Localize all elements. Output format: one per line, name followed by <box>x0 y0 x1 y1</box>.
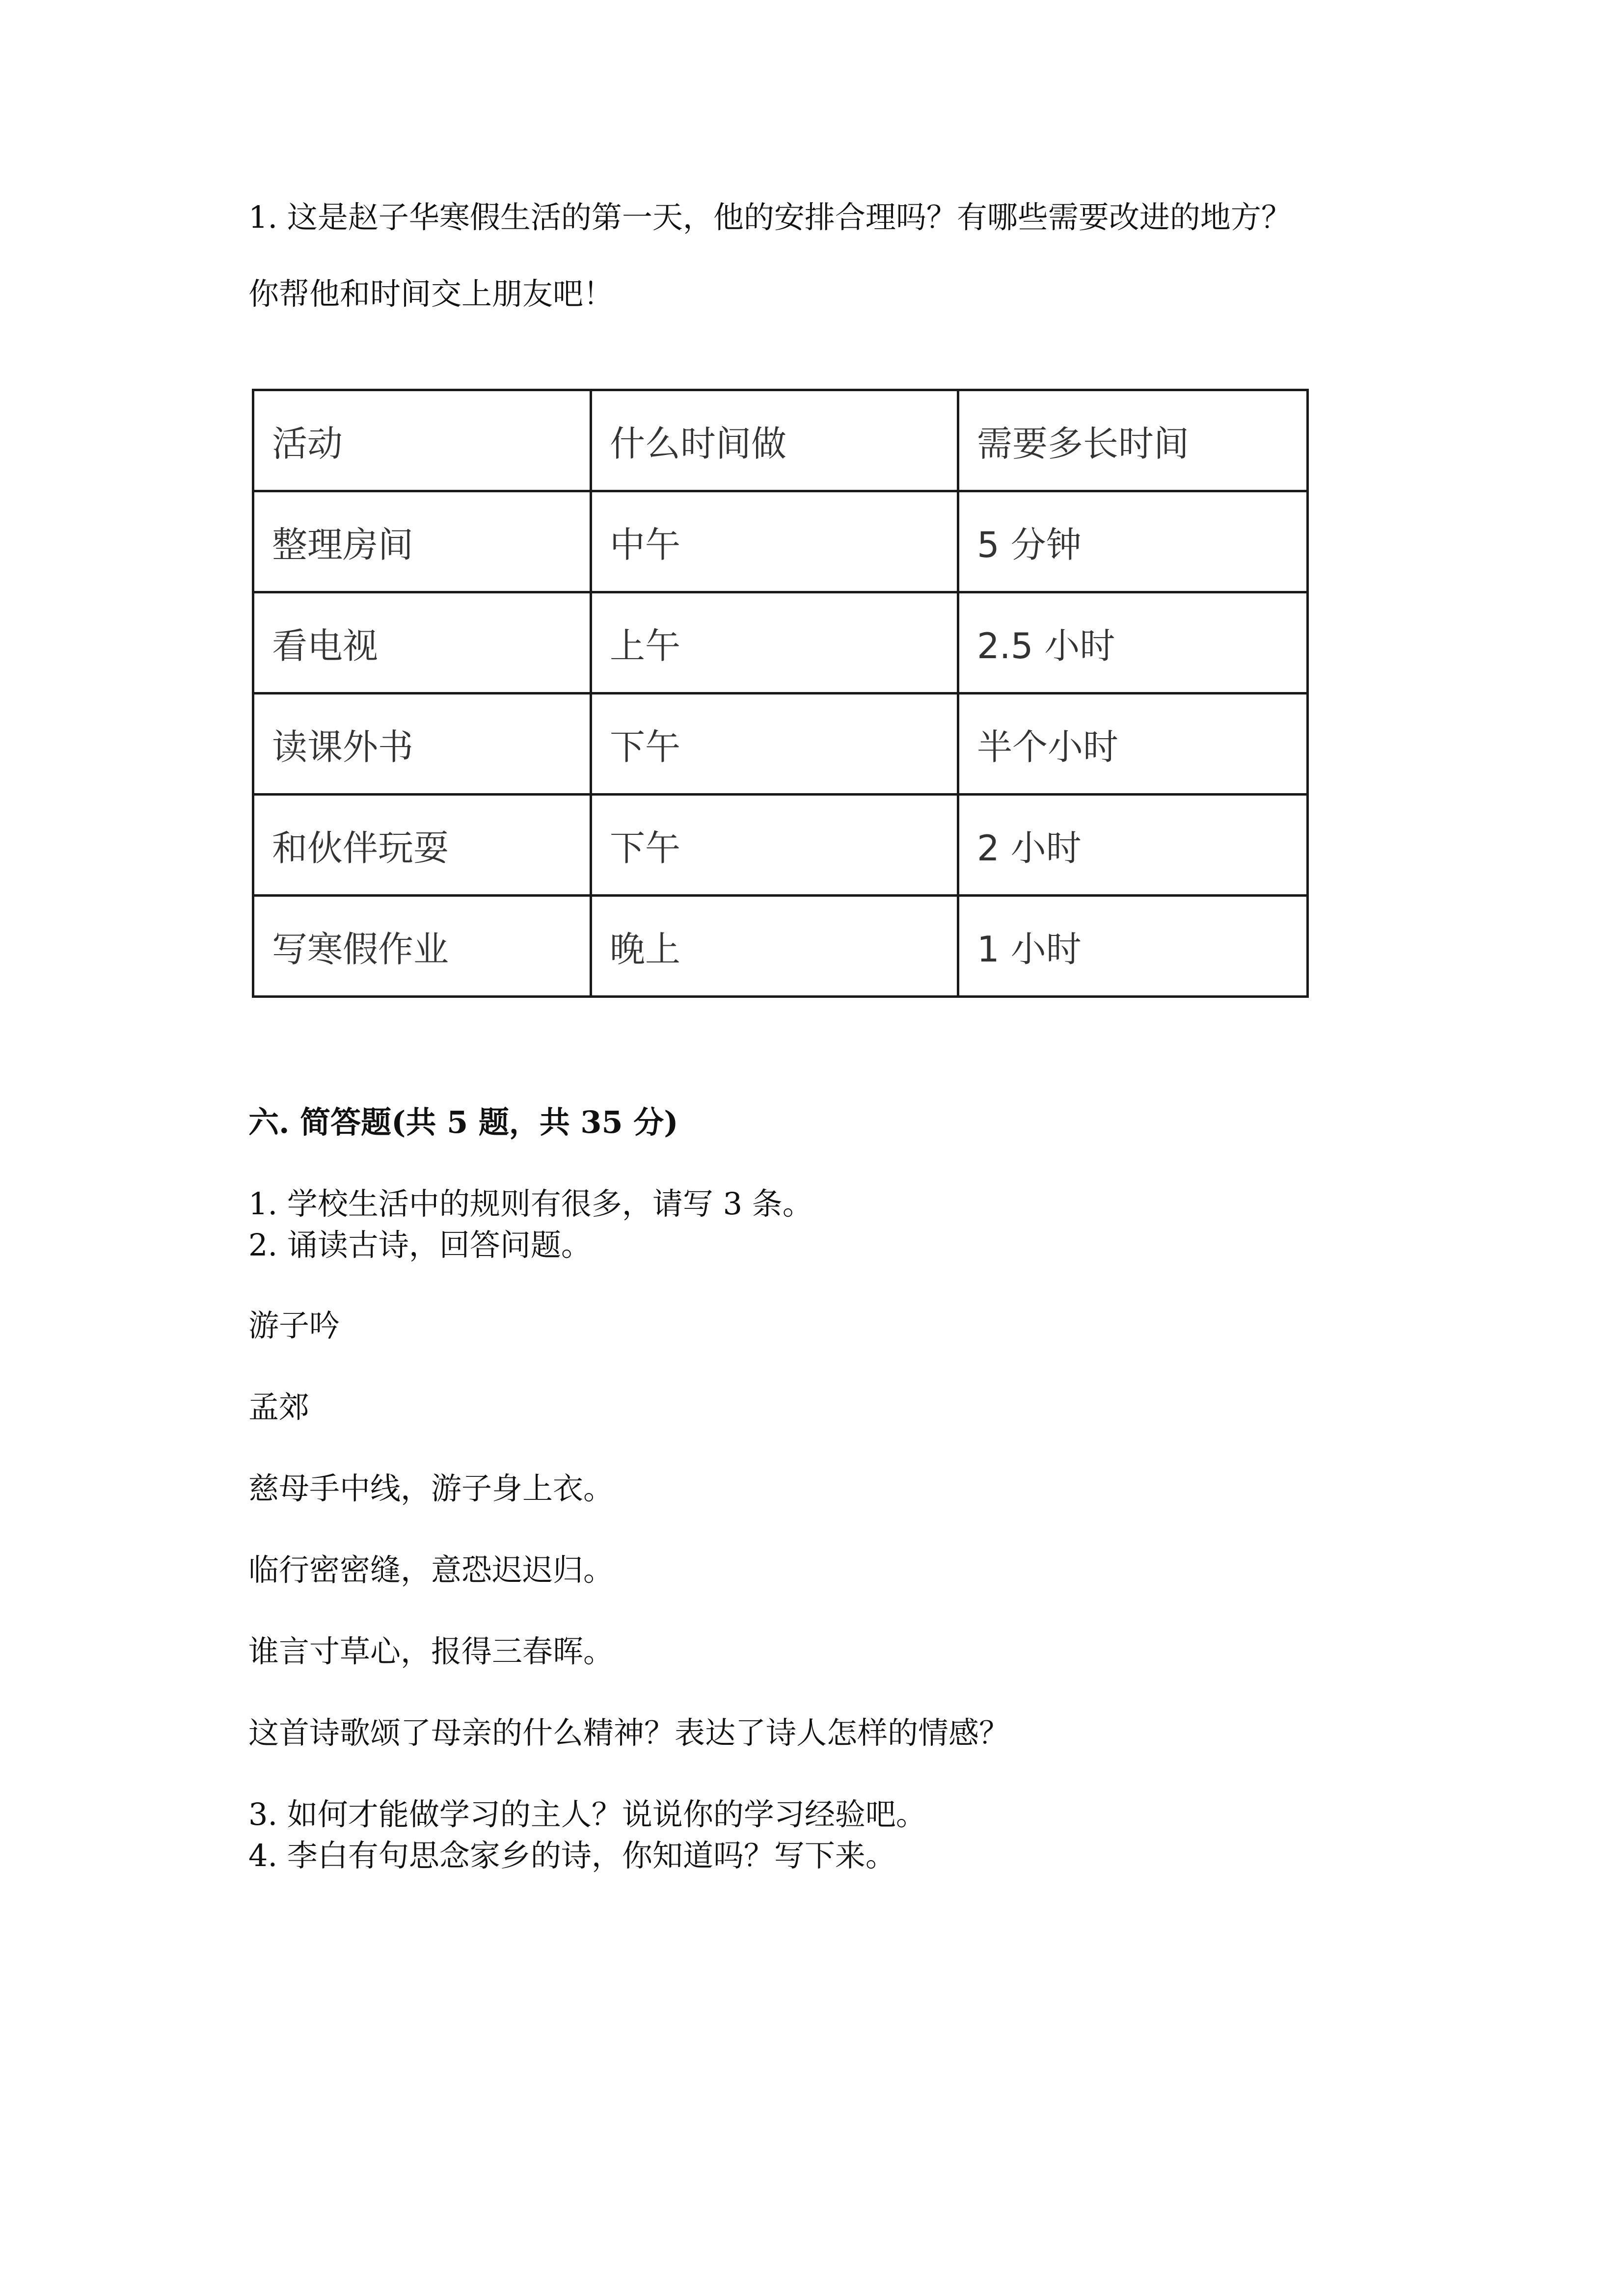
time-cell: 下午 <box>591 694 958 795</box>
short-answer-q1: 1. 学校生活中的规则有很多，请写 3 条。 <box>248 1186 813 1222</box>
poem-line: 临行密密缝，意恐迟迟归。 <box>248 1552 614 1588</box>
duration-cell: 2.5 小时 <box>958 592 1308 694</box>
question-1-line-2: 你帮他和时间交上朋友吧！ <box>248 276 614 312</box>
table-header-row <box>253 390 1308 491</box>
duration-cell: 2 小时 <box>958 795 1308 896</box>
poem-line: 慈母手中线，游子身上衣。 <box>248 1470 614 1506</box>
activity-cell: 读课外书 <box>253 694 591 795</box>
activity-cell: 和伙伴玩耍 <box>253 795 591 896</box>
duration-cell: 半个小时 <box>958 694 1308 795</box>
time-cell: 中午 <box>591 491 958 592</box>
short-answer-q2: 2. 诵读古诗，回答问题。 <box>248 1227 592 1263</box>
section-6-heading: 六. 简答题(共 5 题，共 35 分) <box>248 1104 678 1140</box>
duration-cell: 1 小时 <box>958 896 1308 997</box>
header-cell-duration: 需要多长时间 <box>958 390 1308 491</box>
table-row <box>253 491 1308 592</box>
short-answer-q3: 3. 如何才能做学习的主人？说说你的学习经验吧。 <box>248 1796 926 1832</box>
header-cell-time: 什么时间做 <box>591 390 958 491</box>
table-row <box>253 795 1308 896</box>
poem-author: 孟郊 <box>248 1389 310 1425</box>
activity-cell: 写寒假作业 <box>253 896 591 997</box>
schedule-table <box>252 389 1309 998</box>
poem-question: 这首诗歌颂了母亲的什么精神？表达了诗人怎样的情感？ <box>248 1715 1010 1751</box>
activity-cell: 整理房间 <box>253 491 591 592</box>
short-answer-q4: 4. 李白有句思念家乡的诗，你知道吗？写下来。 <box>248 1838 896 1873</box>
time-cell: 上午 <box>591 592 958 694</box>
poem-title: 游子吟 <box>248 1308 340 1343</box>
time-cell: 晚上 <box>591 896 958 997</box>
table-row <box>253 592 1308 694</box>
duration-cell: 5 分钟 <box>958 491 1308 592</box>
activity-cell: 看电视 <box>253 592 591 694</box>
question-1-line-1: 1. 这是赵子华寒假生活的第一天，他的安排合理吗？有哪些需要改进的地方？ <box>248 199 1292 235</box>
table-row <box>253 896 1308 997</box>
header-cell-activity: 活动 <box>253 390 591 491</box>
time-cell: 下午 <box>591 795 958 896</box>
table-row <box>253 694 1308 795</box>
poem-line: 谁言寸草心，报得三春晖。 <box>248 1633 614 1669</box>
